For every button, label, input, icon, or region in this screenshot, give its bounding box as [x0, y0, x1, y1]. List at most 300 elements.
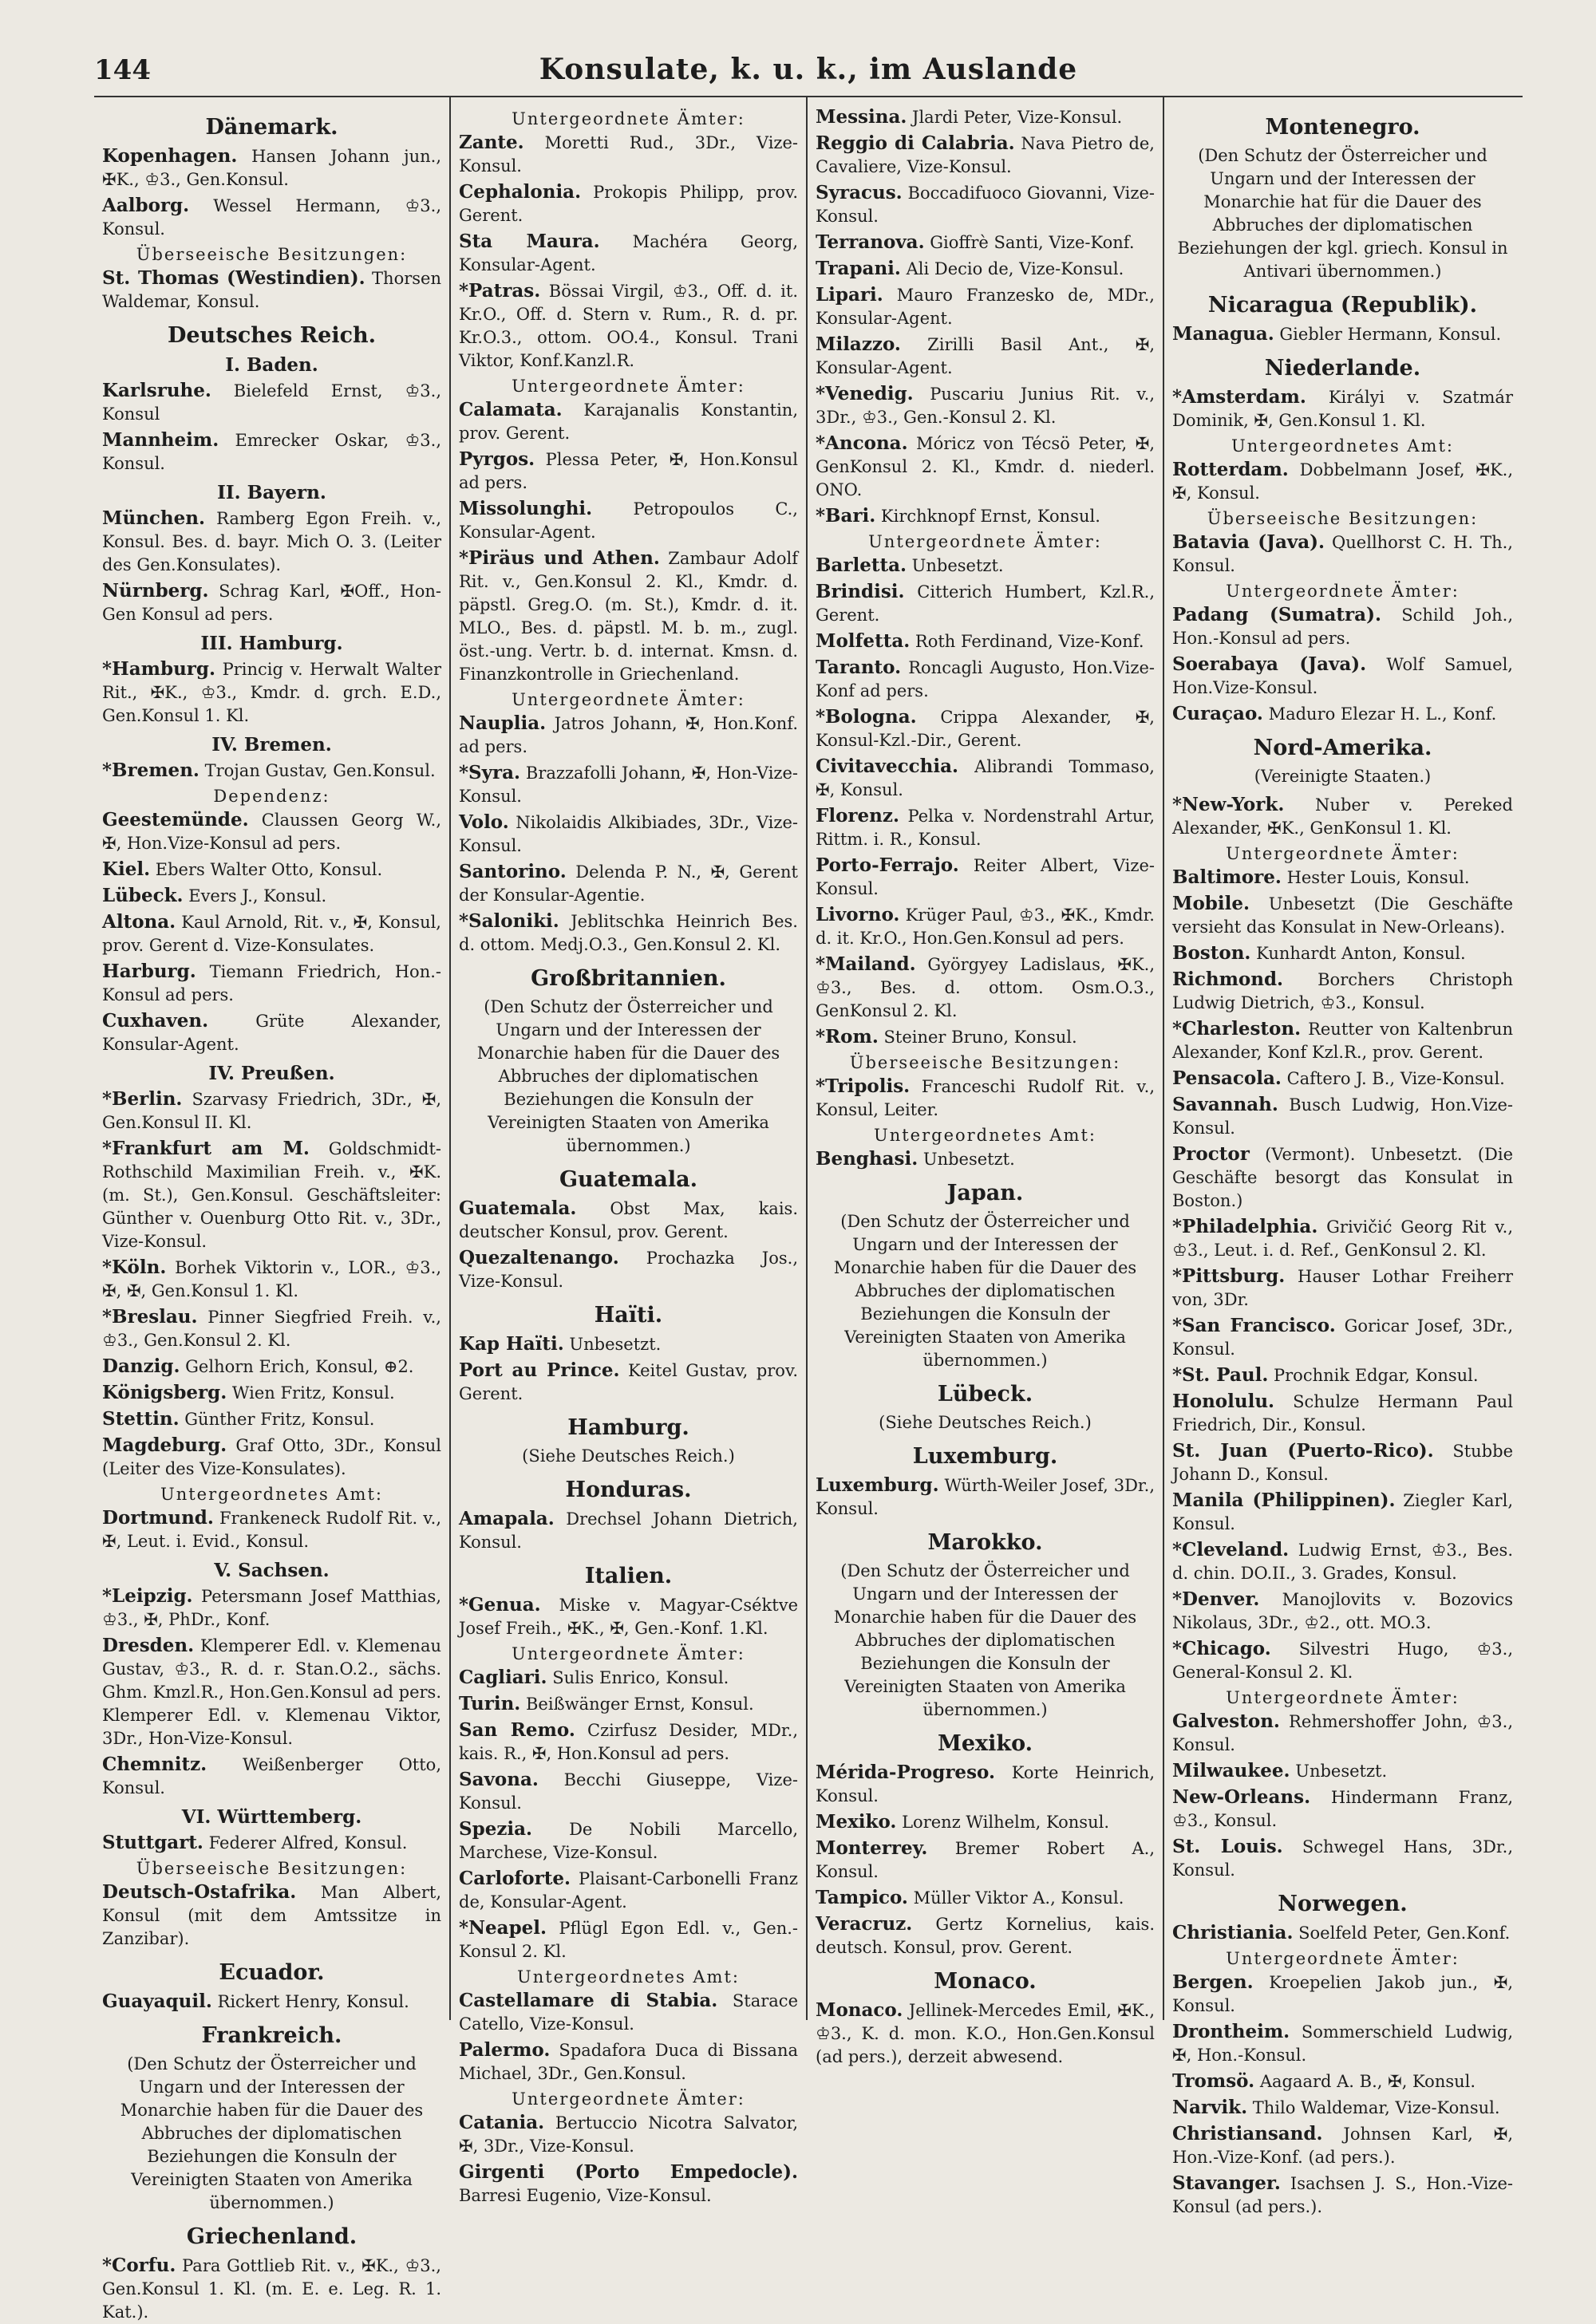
place-name: Galveston. — [1172, 1710, 1280, 1732]
entry-detail: Kroepelien Jakob jun., ✠, Konsul. — [1172, 1973, 1513, 2015]
consulate-entry — [459, 1197, 798, 1244]
subsection-heading: Untergeordnete Ämter: — [512, 690, 745, 709]
consulate-entry — [459, 230, 798, 277]
consulate-entry — [102, 858, 441, 882]
place-name: Quezaltenango. — [459, 1247, 619, 1269]
running-title: Konsulate, k. u. k., im Auslande — [539, 53, 1078, 86]
consulate-entry — [1172, 892, 1513, 939]
place-name: Proctor — [1172, 1143, 1250, 1165]
place-name: Luxemburg. — [816, 1474, 939, 1496]
subsection-heading: Untergeordnete Ämter: — [1226, 1949, 1460, 1968]
consulate-entry — [816, 1837, 1155, 1884]
consulate-entry — [459, 761, 798, 808]
place-name: Danzig. — [102, 1355, 180, 1377]
consulate-entry — [459, 398, 798, 445]
consulate-entry — [459, 811, 798, 858]
place-name: Altona. — [102, 911, 176, 933]
entry-detail: Brazzafolli Johann, ✠, Hon-Vize-Konsul. — [459, 763, 798, 806]
consulate-entry — [1172, 2096, 1513, 2120]
consulate-entry — [816, 231, 1155, 254]
entry-detail: Beißwänger Ernst, Konsul. — [520, 1695, 754, 1714]
subsection-heading: Untergeordnete Ämter: — [512, 1644, 745, 1663]
place-name: Stavanger. — [1172, 2172, 1281, 2194]
consulate-entry — [102, 960, 441, 1007]
consulate-entry — [102, 579, 441, 626]
place-name: Curaçao. — [1172, 703, 1263, 724]
country-heading: Griechenland. — [186, 2224, 358, 2249]
place-name: *Piräus und Athen. — [459, 547, 660, 569]
consulate-entry — [1172, 1588, 1513, 1635]
place-name: Milazzo. — [816, 333, 901, 355]
section-note: (Vereinigte Staaten.) — [1254, 767, 1432, 786]
entry-detail: Jellinek-Mercedes Emil, ✠K., ♔3., K. d. mon. K.O., Hon.Gen.Konsul (ad pers.), derzeit abwesend. — [816, 2001, 1155, 2066]
consulate-entry — [1172, 603, 1513, 650]
consulate-entry — [459, 1768, 798, 1815]
place-name: Trapani. — [816, 258, 901, 279]
place-name: Monterrey. — [816, 1837, 928, 1859]
entry-detail: Federer Alfred, Konsul. — [203, 1833, 408, 1852]
country-heading: Luxemburg. — [912, 1444, 1058, 1469]
place-name: *Rom. — [816, 1026, 879, 1048]
country-heading: Italien. — [584, 1564, 673, 1588]
entry-detail: Hansen Johann jun., ✠K., ♔3., Gen.Konsul. — [102, 147, 441, 189]
place-name: Castellamare di Stabia. — [459, 1990, 718, 2011]
entry-detail: Unbesetzt (Die Geschäfte versieht das Konsulat in New-Orleans). — [1172, 894, 1513, 937]
place-name: Terranova. — [816, 231, 925, 253]
place-name: Narvik. — [1172, 2097, 1248, 2118]
section-note: (Den Schutz der Österreicher und Ungarn und der Interessen der Monarchie haben für die Dauer des Abbruches der diplomatischen Beziehungen die Konsuln der Vereinigten Staaten von Amerika übernommen.) — [833, 1212, 1137, 1370]
consulate-entry — [459, 1246, 798, 1293]
consulate-entry — [1172, 458, 1513, 505]
entry-detail: Man Albert, Konsul (mit dem Amtssitze in Zanzibar). — [102, 1883, 441, 1948]
place-name: Richmond. — [1172, 969, 1284, 990]
consulate-entry — [1172, 1265, 1513, 1312]
consulate-entry — [102, 1407, 441, 1431]
entry-detail: Borhek Viktorin v., LOR., ♔3., ✠, ✠, Gen.Konsul 1. Kl. — [102, 1258, 441, 1300]
place-name: Catania. — [459, 2112, 545, 2133]
entry-detail: Nava Pietro de, Cavaliere, Vize-Konsul. — [816, 134, 1155, 176]
place-name: Padang (Sumatra). — [1172, 604, 1381, 625]
place-name: Calamata. — [459, 399, 563, 420]
entry-detail: Trojan Gustav, Gen.Konsul. — [199, 761, 436, 780]
country-heading: Nord-Amerika. — [1253, 736, 1432, 760]
consulate-entry — [816, 257, 1155, 281]
consulate-entry — [459, 712, 798, 759]
place-name: Dresden. — [102, 1635, 195, 1656]
entry-detail: Hauser Lothar Freiherr von, 3Dr. — [1172, 1267, 1513, 1309]
entry-detail: Királyi v. Szatmár Dominik, ✠, Gen.Konsul 1. Kl. — [1172, 388, 1513, 430]
entry-detail: Grüte Alexander, Konsular-Agent. — [102, 1012, 441, 1054]
consulate-entry — [102, 1305, 441, 1352]
place-name: Tampico. — [816, 1887, 908, 1908]
entry-detail: Unbesetzt. — [563, 1335, 662, 1354]
entry-detail: Aagaard A. B., ✠, Konsul. — [1254, 2072, 1476, 2091]
consulate-entry — [1172, 1785, 1513, 1833]
consulate-entry — [816, 554, 1155, 578]
place-name: Mexiko. — [816, 1811, 897, 1833]
entry-detail: Szarvasy Friedrich, 3Dr., ✠, Gen.Konsul II. Kl. — [102, 1090, 441, 1132]
place-name: Guatemala. — [459, 1198, 577, 1219]
country-heading: Hamburg. — [567, 1415, 689, 1440]
consulate-entry — [102, 194, 441, 241]
place-name: Baltimore. — [1172, 866, 1282, 888]
place-name: Batavia (Java). — [1172, 531, 1325, 553]
entry-detail: Würth-Weiler Josef, 3Dr., Konsul. — [816, 1476, 1155, 1518]
place-name: Nauplia. — [459, 712, 547, 734]
place-name: Porto-Ferrajo. — [816, 854, 959, 876]
place-name: *Denver. — [1172, 1588, 1260, 1610]
consulate-entry — [459, 1666, 798, 1690]
country-heading: Ecuador. — [219, 1960, 325, 1985]
consulate-entry — [102, 1506, 441, 1553]
consulate-entry — [459, 1817, 798, 1864]
entry-detail: Johnsen Karl, ✠, Hon.-Vize-Konf. (ad pers.). — [1172, 2125, 1513, 2167]
place-name: Amapala. — [459, 1508, 555, 1529]
place-name: Palermo. — [459, 2039, 551, 2061]
place-name: Stettin. — [102, 1408, 180, 1430]
subsection-heading: Überseeische Besitzungen: — [849, 1053, 1121, 1072]
entry-detail: Quellhorst C. H. Th., Konsul. — [1172, 533, 1513, 575]
subsection-heading: Untergeordnete Ämter: — [512, 2089, 745, 2109]
consulate-entry — [1172, 968, 1513, 1015]
consulate-entry — [1172, 866, 1513, 890]
entry-detail: Goricar Josef, 3Dr., Konsul. — [1172, 1316, 1514, 1359]
consulate-entry — [102, 144, 441, 191]
consulate-entry — [816, 333, 1155, 380]
country-heading: Norwegen. — [1278, 1892, 1408, 1916]
entry-detail: Gioffrè Santi, Vize-Konf. — [924, 233, 1135, 252]
section-note: (Den Schutz der Österreicher und Ungarn und der Interessen der Monarchie haben für die Dauer des Abbruches der diplomatischen Beziehungen die Konsuln der Vereinigten Staaten von Amerika übernommen.) — [120, 2054, 424, 2212]
consulate-entry — [102, 1584, 441, 1632]
consulate-entry — [816, 580, 1155, 627]
place-name: *Tripolis. — [816, 1075, 911, 1097]
place-name: Cuxhaven. — [102, 1010, 209, 1032]
country-heading: Deutsches Reich. — [167, 323, 377, 348]
consulate-entry — [459, 909, 798, 957]
consulate-entry — [816, 804, 1155, 851]
place-name: *Cleveland. — [1172, 1539, 1290, 1561]
entry-detail: Pinner Siegfried Freih. v., ♔3., Gen.Konsul 2. Kl. — [102, 1308, 441, 1350]
subsection-heading: Untergeordnete Ämter: — [1226, 582, 1460, 601]
entry-detail: Ziegler Karl, Konsul. — [1172, 1491, 1513, 1533]
entry-detail: Claussen Georg W., ✠, Hon.Vize-Konsul ad pers. — [102, 811, 441, 853]
entry-detail: Evers J., Konsul. — [183, 886, 327, 906]
entry-detail: Schild Joh., Hon.-Konsul ad pers. — [1172, 606, 1513, 648]
consulate-entry — [102, 1990, 441, 2014]
entry-detail: Para Gottlieb Rit. v., ✠K., ♔3., Gen.Konsul 1. Kl. (m. E. e. Leg. R. 1. Kat.). — [102, 2256, 441, 2322]
consulate-entry — [816, 432, 1155, 502]
entry-detail: Schulze Hermann Paul Friedrich, Dir., Konsul. — [1172, 1392, 1513, 1434]
consulate-entry — [1172, 1835, 1513, 1882]
entry-detail: Steiner Bruno, Konsul. — [878, 1028, 1077, 1047]
consulate-entry — [816, 132, 1155, 179]
place-name: St. Juan (Puerto-Rico). — [1172, 1440, 1434, 1462]
place-name: *Bremen. — [102, 760, 200, 781]
consulate-entry — [1172, 2020, 1513, 2067]
consulate-entry — [816, 1761, 1155, 1808]
place-name: *Leipzig. — [102, 1585, 193, 1607]
consulate-entry — [459, 180, 798, 227]
consulate-entry — [102, 1381, 441, 1405]
consulate-entry — [1172, 653, 1513, 700]
consulate-entry — [102, 507, 441, 577]
entry-detail: Borchers Christoph Ludwig Dietrich, ♔3., Konsul. — [1172, 970, 1513, 1012]
consulate-entry — [102, 1087, 441, 1134]
place-name: Christiansand. — [1172, 2123, 1323, 2144]
country-heading: Mexiko. — [937, 1731, 1033, 1756]
place-name: *Frankfurt am M. — [102, 1138, 310, 1159]
place-name: Reggio di Calabria. — [816, 132, 1015, 154]
consulate-entry — [102, 884, 441, 908]
section-note: (Siehe Deutsches Reich.) — [879, 1413, 1092, 1432]
place-name: Veracruz. — [816, 1913, 913, 1935]
entry-detail: Starace Catello, Vize-Konsul. — [459, 1991, 798, 2034]
column-3 — [808, 97, 1164, 2066]
entry-detail: Korte Heinrich, Konsul. — [816, 1763, 1155, 1805]
consulate-entry — [459, 1916, 798, 1963]
place-name: *Berlin. — [102, 1088, 183, 1110]
consulate-entry — [816, 105, 1155, 129]
subsection-heading: Untergeordnete Ämter: — [1226, 844, 1460, 863]
entry-detail: Sommerschield Ludwig, ✠, Hon.-Konsul. — [1172, 2022, 1513, 2065]
consulate-entry — [816, 656, 1155, 703]
place-name: Port au Prince. — [459, 1359, 620, 1381]
consulate-entry — [459, 497, 798, 544]
place-name: Kap Haïti. — [459, 1333, 564, 1355]
page-header — [94, 48, 1523, 96]
place-name: *Venedig. — [816, 383, 914, 404]
entry-detail: Roth Ferdinand, Vize-Konf. — [910, 632, 1144, 651]
place-name: München. — [102, 507, 205, 529]
place-name: Aalborg. — [102, 195, 190, 216]
consulate-entry — [1172, 1971, 1513, 2018]
consulate-entry — [816, 953, 1155, 1023]
country-heading: Monaco. — [934, 1969, 1037, 1994]
entry-detail: Prochnik Edgar, Konsul. — [1268, 1366, 1479, 1385]
place-name: Messina. — [816, 106, 907, 128]
consulate-entry — [102, 1009, 441, 1056]
entry-detail: Bertuccio Nicotra Salvator, ✠, 3Dr., Vize-Konsul. — [459, 2113, 798, 2156]
entry-detail: Keitel Gustav, prov. Gerent. — [459, 1361, 798, 1403]
place-name: Chemnitz. — [102, 1754, 207, 1775]
entry-detail: Becchi Giuseppe, Vize-Konsul. — [459, 1770, 798, 1813]
place-name: St. Thomas (Westindien). — [102, 267, 365, 289]
consulate-entry — [459, 1332, 798, 1356]
entry-detail: Giebler Hermann, Konsul. — [1274, 325, 1502, 344]
subsection-heading: Überseeische Besitzungen: — [136, 245, 408, 264]
place-name: *Philadelphia. — [1172, 1216, 1318, 1237]
entry-detail: Móricz von Técsö Peter, ✠, GenKonsul 2. Kl., Kmdr. d. niederl. ONO. — [816, 434, 1155, 499]
place-name: *Genua. — [459, 1594, 541, 1616]
place-name: Magdeburg. — [102, 1434, 227, 1456]
entry-detail: Boccadifuoco Giovanni, Vize-Konsul. — [816, 183, 1155, 226]
place-name: Königsberg. — [102, 1382, 227, 1403]
entry-detail: Graf Otto, 3Dr., Konsul (Leiter des Vize-Konsulates). — [102, 1436, 441, 1478]
column-1 — [94, 97, 451, 2322]
entry-detail: Roncagli Augusto, Hon.Vize-Konf ad pers. — [816, 658, 1155, 700]
consulate-entry — [816, 1810, 1155, 1834]
entry-detail: Obst Max, kais. deutscher Konsul, prov. Gerent. — [459, 1199, 798, 1241]
consulate-entry — [459, 1867, 798, 1914]
entry-detail: Nuber v. Pereked Alexander, ✠K., GenKonsul 1. Kl. — [1172, 795, 1513, 838]
consulate-entry — [1172, 1538, 1513, 1585]
subsection-heading: Überseeische Besitzungen: — [136, 1859, 408, 1878]
consulate-entry — [1172, 1215, 1513, 1262]
entry-detail: Jatros Johann, ✠, Hon.Konf. ad pers. — [459, 714, 798, 756]
consulate-entry — [816, 1025, 1155, 1049]
country-heading: Japan. — [946, 1181, 1024, 1205]
entry-detail: Crippa Alexander, ✠, Konsul-Kzl.-Dir., Gerent. — [816, 708, 1155, 750]
consulate-entry — [1172, 1017, 1513, 1064]
consulate-entry — [816, 705, 1155, 752]
consulate-entry — [816, 629, 1155, 653]
consulate-entry — [102, 1753, 441, 1800]
entry-detail: Wolf Samuel, Hon.Vize-Konsul. — [1172, 655, 1513, 697]
subsection-heading: Untergeordnetes Amt: — [160, 1485, 383, 1504]
place-name: Honolulu. — [1172, 1391, 1275, 1412]
consulate-entry — [1172, 1921, 1513, 1945]
consulate-entry — [1172, 1390, 1513, 1437]
consulate-entry — [1172, 385, 1513, 432]
place-name: Rotterdam. — [1172, 459, 1289, 480]
consulate-entry — [1172, 1363, 1513, 1387]
consulate-entry — [1172, 2172, 1513, 2219]
entry-detail: Moretti Rud., 3Dr., Vize-Konsul. — [459, 133, 798, 176]
region-heading: IV. Bremen. — [211, 734, 332, 756]
entry-detail: Petropoulos C., Konsular-Agent. — [459, 499, 798, 542]
country-heading: Dänemark. — [205, 115, 338, 140]
place-name: *Corfu. — [102, 2255, 176, 2276]
page-number: 144 — [94, 54, 151, 86]
place-name: Savona. — [459, 1769, 539, 1790]
consulate-entry — [1172, 1314, 1513, 1361]
region-heading: III. Hamburg. — [200, 633, 343, 654]
place-name: Cephalonia. — [459, 181, 582, 203]
place-name: *San Francisco. — [1172, 1315, 1336, 1336]
entry-detail: Weißenberger Otto, Konsul. — [102, 1755, 441, 1797]
place-name: Managua. — [1172, 323, 1274, 345]
consulate-entry — [459, 2111, 798, 2158]
place-name: *Breslau. — [102, 1306, 198, 1328]
consulate-entry — [459, 2160, 798, 2208]
entry-detail: Reutter von Kaltenbrun Alexander, Konf Kzl.R., prov. Gerent. — [1172, 1020, 1513, 1062]
entry-detail: Krüger Paul, ♔3., ✠K., Kmdr. d. it. Kr.O., Hon.Gen.Konsul ad pers. — [816, 906, 1155, 948]
place-name: Barletta. — [816, 554, 907, 576]
entry-detail: Ludwig Ernst, ♔3., Bes. d. chin. DO.II., 3. Grades, Konsul. — [1172, 1541, 1513, 1583]
place-name: Karlsruhe. — [102, 380, 211, 401]
column-4 — [1164, 97, 1521, 2216]
consulate-entry — [102, 1256, 441, 1303]
place-name: Kiel. — [102, 858, 151, 880]
entry-detail: Wessel Hermann, ♔3., Konsul. — [102, 196, 441, 239]
country-heading: Honduras. — [565, 1478, 692, 1502]
place-name: Sta Maura. — [459, 231, 600, 252]
entry-detail: Czirfusz Desider, MDr., kais. R., ✠, Hon.Konsul ad pers. — [459, 1721, 798, 1763]
entry-detail: Bössai Virgil, ♔3., Off. d. it. Kr.O., Off. d. Stern v. Rum., R. d. pr. Kr.O.3., ottom. OO.4., Konsul. Trani Viktor, Konf.Kanzl.R. — [459, 282, 798, 370]
entry-detail: Franceschi Rudolf Rit. v., Konsul, Leiter. — [816, 1077, 1155, 1119]
entry-detail: Pelka v. Nordenstrahl Artur, Rittm. i. R., Konsul. — [816, 807, 1155, 849]
entry-detail: Hester Louis, Konsul. — [1281, 868, 1470, 887]
entry-detail: Reiter Albert, Vize-Konsul. — [816, 856, 1155, 898]
entry-detail: Gelhorn Erich, Konsul, ⊕2. — [180, 1357, 414, 1376]
subsection-heading: Untergeordnete Ämter: — [1226, 1688, 1460, 1707]
place-name: Turin. — [459, 1693, 521, 1714]
region-heading: IV. Preußen. — [208, 1063, 335, 1084]
place-name: Deutsch-Ostafrika. — [102, 1881, 297, 1903]
entry-detail: Prochazka Jos., Vize-Konsul. — [459, 1249, 798, 1291]
place-name: *Syra. — [459, 762, 521, 783]
place-name: Taranto. — [816, 657, 902, 678]
entry-detail: Pflügl Egon Edl. v., Gen.-Konsul 2. Kl. — [459, 1919, 798, 1961]
place-name: Bergen. — [1172, 1971, 1254, 1993]
consulate-entry — [459, 1989, 798, 2036]
country-heading: Montenegro. — [1265, 115, 1420, 140]
place-name: Mobile. — [1172, 893, 1250, 914]
consulate-entry — [816, 1998, 1155, 2069]
place-name: Molfetta. — [816, 630, 911, 652]
entry-detail: Emrecker Oskar, ♔3., Konsul. — [102, 431, 441, 473]
entry-detail: Silvestri Hugo, ♔3., General-Konsul 2. Kl. — [1172, 1639, 1513, 1682]
entry-detail: Bielefeld Ernst, ♔3., Konsul — [102, 381, 441, 424]
entry-detail: Maduro Elezar H. L., Konf. — [1262, 704, 1497, 724]
place-name: Missolunghi. — [459, 498, 593, 519]
place-name: *Mailand. — [816, 953, 916, 975]
place-name: *Bologna. — [816, 706, 917, 728]
entry-detail: Günther Fritz, Konsul. — [179, 1410, 375, 1429]
place-name: Milwaukee. — [1172, 1760, 1290, 1781]
consulate-entry — [459, 1593, 798, 1640]
region-heading: II. Bayern. — [217, 482, 326, 503]
region-heading: I. Baden. — [225, 354, 318, 376]
place-name: Livorno. — [816, 904, 900, 925]
entry-detail: De Nobili Marcello, Marchese, Vize-Konsul. — [459, 1820, 798, 1862]
country-heading: Großbritannien. — [531, 966, 726, 991]
place-name: St. Louis. — [1172, 1836, 1283, 1857]
entry-detail: Petersmann Josef Matthias, ♔3., ✠, PhDr., Konf. — [102, 1587, 441, 1629]
entry-detail: Barresi Eugenio, Vize-Konsul. — [459, 2186, 712, 2205]
entry-detail: Zirilli Basil Ant., ✠, Konsular-Agent. — [816, 335, 1155, 377]
entry-detail: Schwegel Hans, 3Dr., Konsul. — [1172, 1837, 1513, 1880]
entry-detail: Nikolaidis Alkibiades, 3Dr., Vize-Konsul. — [459, 813, 798, 855]
consulate-entry — [816, 755, 1155, 802]
consulate-entry — [1172, 1093, 1513, 1140]
entry-detail: Karajanalis Konstantin, prov. Gerent. — [459, 400, 798, 443]
entry-detail: Jeblitschka Heinrich Bes. d. ottom. Medj.O.3., Gen.Konsul 2. Kl. — [459, 912, 798, 954]
entry-detail: Györgyey Ladislaus, ✠K., ♔3., Bes. d. ottom. Osm.O.3., GenKonsul 2. Kl. — [816, 955, 1155, 1020]
place-name: Mannheim. — [102, 429, 219, 451]
entry-detail: Hindermann Franz, ♔3., Konsul. — [1172, 1788, 1513, 1830]
entry-detail: Stubbe Johann D., Konsul. — [1172, 1442, 1514, 1484]
entry-detail: Citterich Humbert, Kzl.R., Gerent. — [816, 582, 1155, 625]
consulate-entry — [816, 1886, 1155, 1910]
country-heading: Haïti. — [594, 1303, 663, 1328]
place-name: Tromsö. — [1172, 2070, 1255, 2092]
entry-detail: Thilo Waldemar, Vize-Konsul. — [1247, 2098, 1500, 2117]
subsection-heading: Überseeische Besitzungen: — [1207, 509, 1479, 528]
entry-detail: Unbesetzt. — [907, 556, 1004, 575]
place-name: Dortmund. — [102, 1507, 214, 1529]
subsection-heading: Untergeordnetes Amt: — [517, 1967, 740, 1987]
consulate-entry — [1172, 2122, 1513, 2169]
entry-detail: Ebers Walter Otto, Konsul. — [150, 860, 383, 879]
consulate-entry — [816, 1075, 1155, 1122]
entry-detail: Ali Decio de, Vize-Konsul. — [900, 259, 1124, 278]
consulate-entry — [1172, 1710, 1513, 1757]
section-note: (Den Schutz der Österreicher und Ungarn und der Interessen der Monarchie hat für die Dauer des Abbruches der diplomatischen Beziehungen der kgl. griech. Konsul in Antivari übernommen.) — [1177, 146, 1508, 281]
place-name: Syracus. — [816, 182, 903, 203]
consulate-entry — [1172, 793, 1513, 840]
place-name: *Hamburg. — [102, 658, 216, 680]
